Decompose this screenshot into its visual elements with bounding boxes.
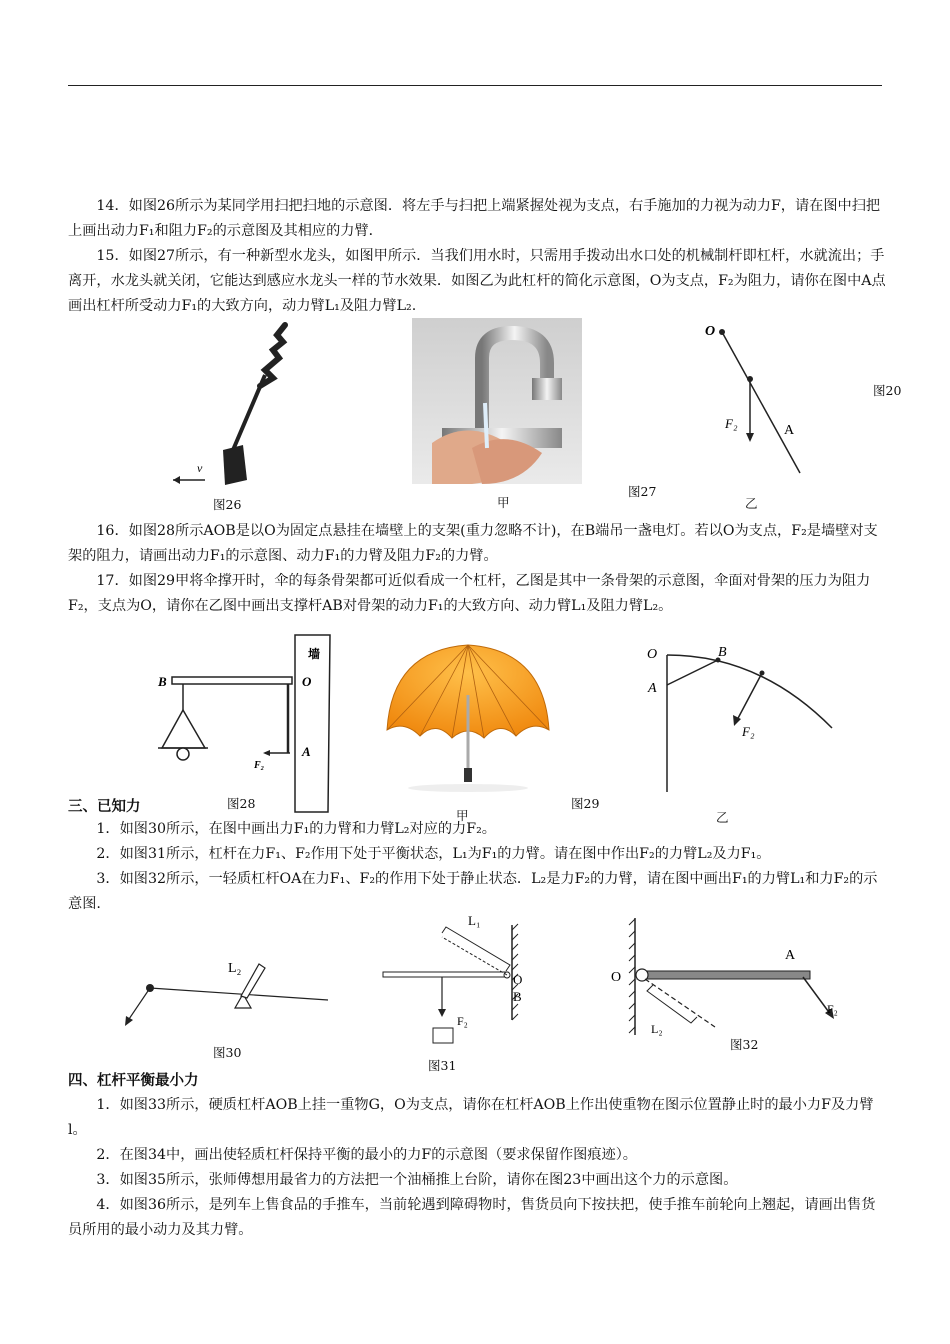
caption-fig30: 图30 <box>213 1045 242 1060</box>
question-14: 14．如图26所示为某同学用扫把扫地的示意图．将左手与扫把上端紧握处视为支点，右手施加的力视为动力F，请在图中扫把上画出动力F₁和阻力F₂的示意图及其相应的力臂． <box>68 198 881 239</box>
caption-yi: 乙 <box>745 496 758 511</box>
svg-text:B: B <box>513 989 522 1004</box>
svg-text:B: B <box>158 674 167 689</box>
svg-text:L₂: L₂ <box>228 961 242 976</box>
svg-text:F₂: F₂ <box>742 724 755 739</box>
caption-yi2: 乙 <box>716 810 729 825</box>
umbrella-photo <box>382 640 554 800</box>
svg-text:F₂: F₂ <box>827 1002 838 1016</box>
svg-text:O: O <box>513 972 523 987</box>
svg-text:F₂: F₂ <box>254 760 265 771</box>
bracket-figure <box>150 630 350 815</box>
svg-text:B: B <box>718 645 727 660</box>
section4-question-4: 4．如图36所示，是列车上售食品的手推车，当前轮遇到障碍物时，售货员向下按扶把，使手推车前轮向上翘起，请画出售货员所用的最小动力及其力臂。 <box>68 1197 876 1238</box>
svg-text:A: A <box>784 423 795 438</box>
svg-text:O: O <box>611 970 622 985</box>
caption-fig29: 图29 <box>571 796 600 811</box>
svg-text:F₂: F₂ <box>725 416 738 431</box>
header-rule <box>68 85 882 86</box>
broom-figure <box>165 320 305 495</box>
section-4-heading: 四、杠杆平衡最小力 <box>68 1073 199 1089</box>
caption-fig28: 图28 <box>227 796 256 811</box>
svg-text:A: A <box>648 681 657 696</box>
caption-fig32: 图32 <box>730 1037 759 1052</box>
section-3-heading: 三、已知力 <box>68 799 141 815</box>
svg-text:A: A <box>785 948 796 963</box>
section3-question-3: 3．如图32所示，一轻质杠杆OA在力F₁、F₂的作用下处于静止状态．L₂是力F₂的力臂，请在图中画出F₁的力臂L₁和力F₂的示意图. <box>68 871 878 912</box>
question-17: 17．如图29甲将伞撑开时，伞的每条骨架都可近似看成一个杠杆，乙图是其中一条骨架的示意图，伞面对骨架的压力为阻力F₂，支点为O，请你在乙图中画出支撑杆AB对骨架的动力F₁的大致方向、动力臂L₁及阻力臂L₂。 <box>68 573 871 614</box>
svg-text:O: O <box>647 647 658 662</box>
question-16: 16．如图28所示AOB是以O为固定点悬挂在墙壁上的支架(重力忽略不计)，在B端吊一盏电灯。若以O为支点，F₂是墙壁对支架的阻力，请画出动力F₁的示意图、动力F₁的力臂及阻力F₂的力臂。 <box>68 523 878 564</box>
svg-text:L₁: L₁ <box>468 913 481 928</box>
caption-fig26: 图26 <box>213 497 242 512</box>
faucet-photo <box>412 318 582 484</box>
figure-31-lever <box>380 905 530 1045</box>
caption-fig20: 图20 <box>873 383 902 398</box>
svg-text:L₂: L₂ <box>651 1022 663 1036</box>
svg-text:F₂: F₂ <box>457 1014 468 1028</box>
svg-text:A: A <box>302 744 311 759</box>
figure-32-lever <box>605 915 855 1040</box>
section4-question-3: 3．如图35所示，张师傅想用最省力的方法把一个油桶推上台阶，请你在图23中画出这个力的示意图。 <box>96 1172 738 1188</box>
section3-question-2: 2．如图31所示，杠杆在力F₁、F₂作用下处于平衡状态，L₁为F₁的力臂。请在图中作出F₂的力臂L₂及力F₁。 <box>96 846 771 862</box>
section3-question-1: 1．如图30所示，在图中画出力F₁的力臂和力臂L₂对应的力F₂。 <box>96 821 496 837</box>
velocity-label: v <box>197 461 203 475</box>
section4-question-1: 1．如图33所示，硬质杠杆AOB上挂一重物G，O为支点，请你在杠杆AOB上作出使重物在图示位置静止时的最小力F及力臂l。 <box>68 1097 874 1138</box>
svg-text:O: O <box>705 324 716 339</box>
caption-fig27: 图27 <box>628 484 657 499</box>
section4-question-2: 2．在图34中，画出使轻质杠杆保持平衡的最小的力F的示意图（要求保留作图痕迹）。 <box>96 1147 637 1163</box>
caption-jia: 甲 <box>497 495 510 510</box>
figure-30-lever <box>115 950 335 1035</box>
lever-diagram-yi <box>695 315 815 480</box>
svg-text:墙: 墙 <box>308 647 321 661</box>
svg-text:O: O <box>302 674 312 689</box>
caption-jia2: 甲 <box>456 808 469 823</box>
umbrella-rib-diagram <box>640 640 840 800</box>
caption-fig31: 图31 <box>428 1058 457 1073</box>
question-15: 15．如图27所示，有一种新型水龙头，如图甲所示．当我们用水时，只需用手拨动出水口处的机械制杆即杠杆，水就流出；手离开，水龙头就关闭，它能达到感应水龙头一样的节水效果．如图乙为此杠杆的简化示意图，O为支点，F₂为阻力，请你在图中A点画出杠杆所受动力F₁的大致方向，动力臂L₁及阻力臂L₂. <box>68 248 886 314</box>
